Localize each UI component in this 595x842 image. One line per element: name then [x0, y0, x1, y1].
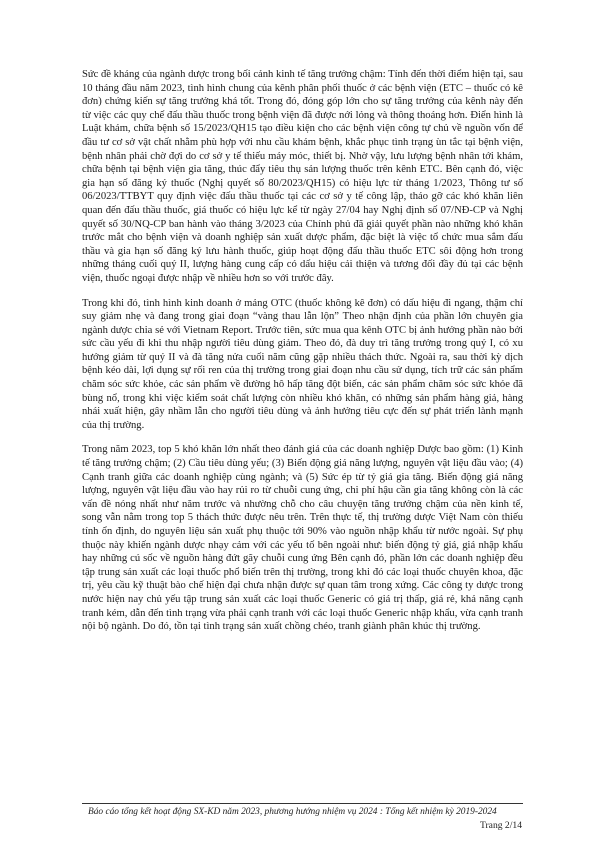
paragraph-etc-channel: Sức đề kháng của ngành dược trong bối cảnh kinh tế tăng trưởng chậm: Tính đến thời điểm hiện tại, sau 10 tháng đầu năm 2023, tình hình chung của kênh phân phối thuốc ở các bệnh viện (ETC – thuốc có kê đơn) chứng kiến sự tăng trưởng khá tốt. Trong đó, đóng góp lớn cho sự tăng trưởng của kênh này đến từ việc các quy chế đấu thầu thuốc trong bệnh viện đã được nới lỏng và thông thoáng hơn. Điển hình là Luật khám, chữa bệnh số 15/2023/QH15 tạo điều kiện cho các bệnh viện công tự chủ về nguồn vốn để đầu tư cơ sở vật chất nhằm phù hợp với nhu cầu khám bệnh, khắc phục tình trạng ùn tắc tại bệnh viện, bệnh nhân phải chờ đợi do cơ sở y tế thiếu máy móc, thiết bị. Nhờ vậy, lưu lượng bệnh nhân tới khám, chữa bệnh tại bệnh viện gia tăng, thúc đẩy tiêu thụ sản lượng thuốc trên kênh ETC. Bên cạnh đó, việc gia hạn số đăng ký thuốc (Nghị quyết số 80/2023/QH15) có hiệu lực từ tháng 1/2023, Thông tư số 06/2023/TTBYT quy định việc đấu thầu thuốc tại các cơ sở y tế công lập, tháo gỡ các khó khăn liên quan đến đấu thầu thuốc, giá thuốc có hiệu lực kể từ ngày 27/04 hay Nghị định số 07/NĐ-CP và Nghị quyết số 30/NQ-CP ban hành vào tháng 3/2023 của Chính phủ đã giải quyết phần nào những khó khăn trước mắt cho bệnh viện và doanh nghiệp sản xuất dược phẩm, đặc biệt là việc tổ chức mua sắm đấu thầu và gia hạn số đăng ký lưu hành thuốc, giúp hoạt động đấu thầu thuốc ETC sôi động hơn trong những tháng cuối quý II, lượng hàng cung cấp có dấu hiệu cải thiện và tương đối đầy đủ tại các bệnh viện, thuốc ngoại được nhập về nhiều hơn so với trước đây.: [82, 69, 523, 284]
report-body: [82, 68, 523, 645]
footer-divider: [82, 803, 523, 804]
page-number: Trang 2/14: [479, 820, 522, 831]
footer-caption: Báo cáo tổng kết hoạt động SX-KD năm 2023, phương hướng nhiệm vụ 2024 : Tổng kết nhiệm kỳ 2019-2024: [88, 807, 497, 817]
paragraph-top5-challenges: Trong năm 2023, top 5 khó khăn lớn nhất theo đánh giá của các doanh nghiệp Dược bao gồm: (1) Kinh tế tăng trưởng chậm; (2) Cầu tiêu dùng yếu; (3) Biến động giá năng lượng, nguyên vật liệu đầu vào; (4) Cạnh tranh giữa các doanh nghiệp cùng ngành; và (5) Sức ép từ tỷ giá gia tăng. Biến động giá năng lượng, nguyên vật liệu đầu vào hay rủi ro từ chuỗi cung ứng, chi phí hậu cần gia tăng không còn là các vấn đề nóng nhất như năm trước và nhường chỗ cho câu chuyện tăng trưởng chậm của nền kinh tế, song vẫn nằm trong top 5 thách thức được nêu trên. Trên thực tế, thị trường dược Việt Nam còn thiếu tính ổn định, do nguyên liệu sản xuất phụ thuộc tới 90% vào nguồn nhập khẩu từ nước ngoài. Sự phụ thuộc này khiến ngành dược nhạy cảm với các yếu tố bên ngoài như: biến động tỷ giá, giá nhập khẩu hay những cú sốc về nguồn hàng đứt gãy chuỗi cung ứng Bên cạnh đó, phần lớn các doanh nghiệp đều tập trung sản xuất các loại thuốc phổ biến trên thị trường, trong khi đó các loại thuốc chuyên khoa, đặc trị, yêu cầu kỹ thuật bào chế hiện đại chưa nhận được sự quan tâm trong xứng. Các công ty dược trong nước hiện nay chủ yếu tập trung sản xuất các loại thuốc Generic có giá trị thấp, giá rẻ, khả năng cạnh tranh kém, dẫn đến tình trạng vừa phải cạnh tranh với các loại thuốc Generic nhập khẩu, vừa cạnh tranh nội bộ ngành. Do đó, tồn tại tình trạng sản xuất chồng chéo, tranh giành phân khúc thị trường.: [82, 444, 523, 633]
paragraph-otc-channel: Trong khi đó, tình hình kinh doanh ở mảng OTC (thuốc không kê đơn) có dấu hiệu đi ngang, thậm chí suy giảm nhẹ và đang trong giai đoạn “vàng thau lẫn lộn” Theo nhận định của phần lớn chuyên gia ngành dược chia sẻ với Vietnam Report. Trước tiên, sức mua qua kênh OTC bị ảnh hưởng phần nào bởi sức cầu yếu đi khi thu nhập người tiêu dùng giảm. Theo đó, đà duy trì tăng trưởng trong quý I, có xu hướng giảm từ quý II và đà tăng nửa cuối năm cũng gặp nhiều thách thức. Ngoài ra, sau thời kỳ dịch bệnh kéo dài, lợi dụng sự rối ren của thị trường trong giai đoạn nhu cầu sử dụng, tích trữ các sản phẩm chăm sóc sức khỏe, các sản phẩm về đường hô hấp tăng đột biến, các sản phẩm chăm sóc sức khỏe đã bùng nổ, trong khi việc kiểm soát chất lượng còn nhiều khó khăn, có những sản phẩm hàng giả, hàng nhái xuất hiện, gây nhầm lẫn cho người tiêu dùng và ảnh hưởng tiêu cực đến sự phát triển lành mạnh của thị trường.: [82, 297, 523, 431]
